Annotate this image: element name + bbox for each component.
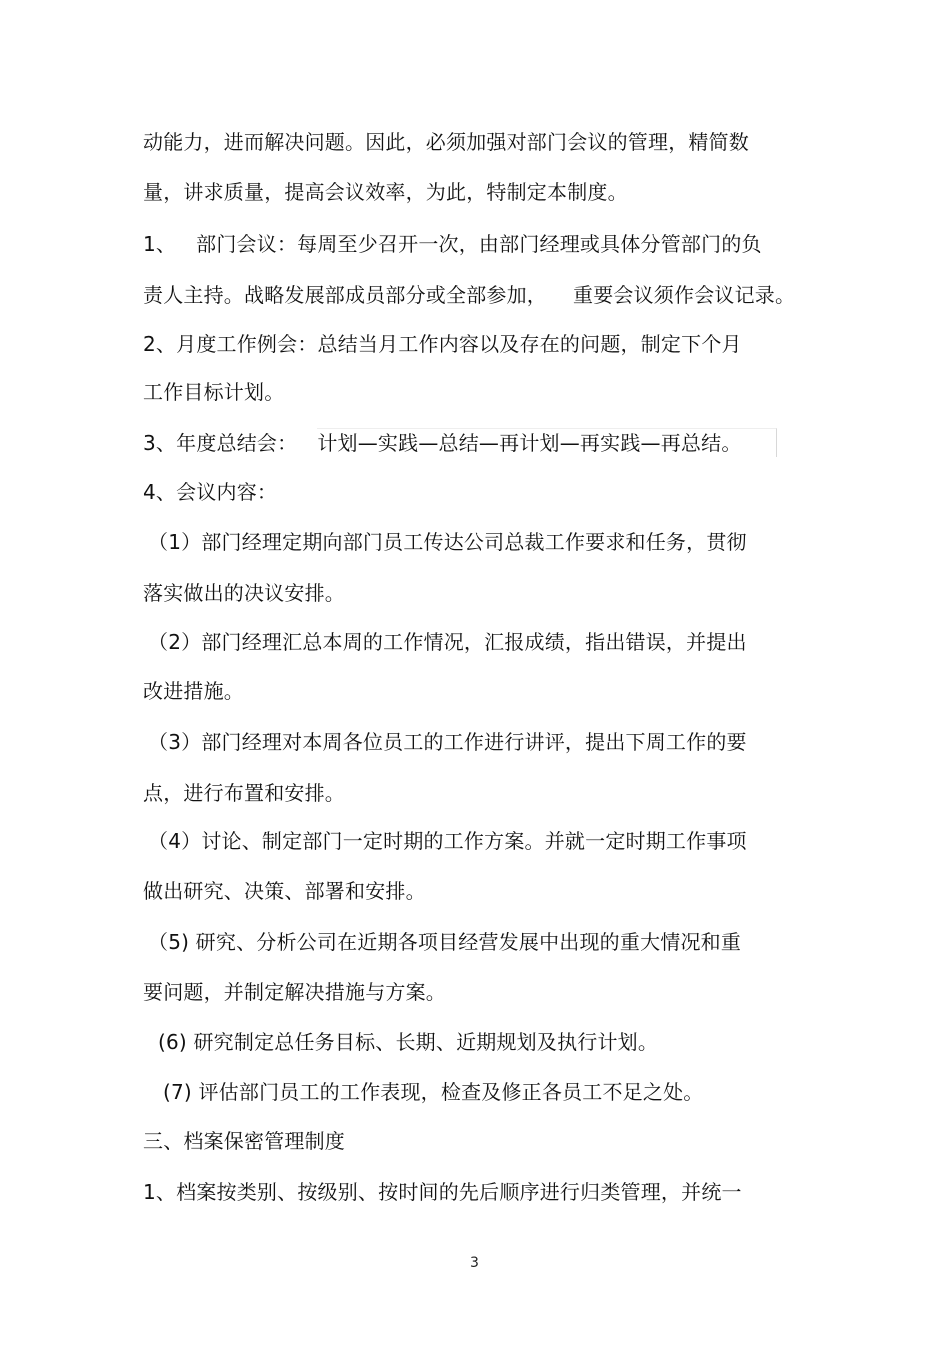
sub-item-line: （2）部门经理汇总本周的工作情况，汇报成绩，指出错误，并提出 (148, 630, 747, 654)
sub-item-line: （4）讨论、制定部门一定时期的工作方案。并就一定时期工作事项 (148, 829, 747, 853)
list-label: 3、年度总结会： (143, 431, 298, 455)
sub-item-continuation: 做出研究、决策、部署和安排。 (143, 879, 426, 903)
list-text: 重要会议须作会议记录。 (573, 283, 796, 307)
sub-item-line: (7) 评估部门员工的工作表现，检查及修正各员工不足之处。 (163, 1080, 704, 1104)
list-text: 部门会议：每周至少召开一次，由部门经理或具体分管部门的负 (196, 232, 762, 256)
sub-item-continuation: 点，进行布置和安排。 (143, 781, 345, 805)
list-item-2-line: 2、月度工作例会：总结当月工作内容以及存在的问题，制定下个月 (143, 332, 742, 356)
sub-item-line: （3）部门经理对本周各位员工的工作进行讲评，提出下周工作的要 (148, 730, 747, 754)
list-item-3-line (143, 428, 777, 457)
list-text: 责人主持。战略发展部成员部分或全部参加， (143, 283, 547, 307)
list-item-1-continuation (143, 281, 795, 309)
list-item-2-continuation: 工作目标计划。 (143, 380, 285, 404)
paragraph-line: 1、档案按类别、按级别、按时间的先后顺序进行归类管理，并统一 (143, 1180, 742, 1204)
paragraph-line: 量，讲求质量，提高会议效率，为此，特制定本制度。 (143, 180, 628, 204)
sub-item-continuation: 要问题，并制定解决措施与方案。 (143, 980, 446, 1004)
text-box: 计划—实践—总结—再计划—再实践—再总结。 (317, 428, 776, 457)
sub-item-line: （5) 研究、分析公司在近期各项目经营发展中出现的重大情况和重 (148, 930, 742, 954)
sub-item-line: (6) 研究制定总任务目标、长期、近期规划及执行计划。 (158, 1030, 659, 1054)
sub-item-continuation: 改进措施。 (143, 679, 244, 703)
list-item-4-line: 4、会议内容： (143, 480, 278, 504)
page-number: 3 (470, 1255, 479, 1271)
sub-item-line: （1）部门经理定期向部门员工传达公司总裁工作要求和任务，贯彻 (148, 530, 747, 554)
sub-item-continuation: 落实做出的决议安排。 (143, 581, 345, 605)
section-heading: 三、档案保密管理制度 (143, 1129, 345, 1153)
list-number: 1、 (143, 232, 177, 256)
list-item-1-line (143, 230, 762, 258)
paragraph-line: 动能力，进而解决问题。因此，必须加强对部门会议的管理，精简数 (143, 130, 749, 154)
